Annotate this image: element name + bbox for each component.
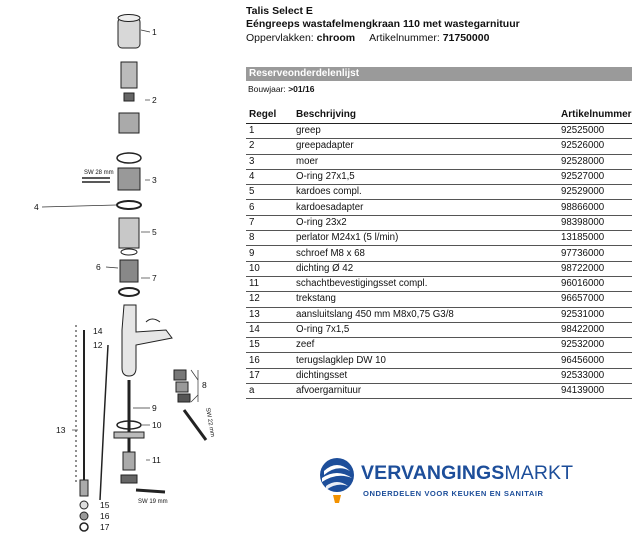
- cell-regel: 16: [246, 353, 293, 368]
- wrench-size-22: SW 22 mm: [204, 407, 216, 438]
- cell-beschrijving: moer: [293, 154, 558, 169]
- cell-regel: 7: [246, 215, 293, 230]
- cell-beschrijving: greep: [293, 124, 558, 139]
- table-row: [246, 307, 632, 322]
- cell-beschrijving: schachtbevestigingsset compl.: [293, 276, 558, 291]
- cell-artikelnummer: 97736000: [558, 246, 632, 261]
- cell-regel: 9: [246, 246, 293, 261]
- callout-16: 16: [100, 511, 110, 521]
- cell-beschrijving: zeef: [293, 338, 558, 353]
- cell-artikelnummer: 98866000: [558, 200, 632, 215]
- parts-list-title: Reserveonderdelenlijst: [246, 67, 632, 81]
- table-row: [246, 231, 632, 246]
- cell-artikelnummer: 98722000: [558, 261, 632, 276]
- brand-bold: VERVANGINGS: [361, 462, 505, 484]
- check-valve-part: [80, 512, 88, 520]
- cell-artikelnummer: 92526000: [558, 139, 632, 154]
- table-row: [246, 154, 632, 169]
- table-row: [246, 200, 632, 215]
- parts-table: [246, 106, 632, 399]
- cell-beschrijving: terugslagklep DW 10: [293, 353, 558, 368]
- cell-artikelnummer: 92532000: [558, 338, 632, 353]
- table-row: [246, 261, 632, 276]
- cell-regel: a: [246, 384, 293, 399]
- cell-artikelnummer: 98398000: [558, 215, 632, 230]
- cell-artikelnummer: 92531000: [558, 307, 632, 322]
- callout-5: 5: [152, 227, 157, 237]
- oring-part: [117, 201, 141, 209]
- cell-regel: 1: [246, 124, 293, 139]
- handle-part: [118, 18, 140, 48]
- nut-part: [118, 168, 140, 190]
- mounting-set-part: [114, 432, 144, 438]
- cell-regel: 12: [246, 292, 293, 307]
- faucet-body-part: [122, 305, 172, 376]
- callout-8: 8: [202, 380, 207, 390]
- cell-artikelnummer: 96016000: [558, 276, 632, 291]
- bouwjaar-label: Bouwjaar:: [248, 84, 286, 94]
- callout-11: 11: [152, 455, 161, 465]
- cell-artikelnummer: 96456000: [558, 353, 632, 368]
- seal-set-part: [80, 523, 88, 531]
- cell-artikelnummer: 92527000: [558, 169, 632, 184]
- cell-beschrijving: aansluitslang 450 mm M8x0,75 G3/8: [293, 307, 558, 322]
- cell-beschrijving: O-ring 27x1,5: [293, 169, 558, 184]
- pull-rod-part: [100, 345, 108, 500]
- callout-2: 2: [152, 95, 157, 105]
- callout-13: 13: [56, 425, 66, 435]
- table-row: [246, 246, 632, 261]
- table-row: [246, 139, 632, 154]
- cell-beschrijving: trekstang: [293, 292, 558, 307]
- grip-adapter-part: [121, 62, 137, 88]
- article-value: 71750000: [442, 32, 490, 44]
- cell-beschrijving: schroef M8 x 68: [293, 246, 558, 261]
- cell-beschrijving: kardoes compl.: [293, 185, 558, 200]
- strainer-part: [80, 501, 88, 509]
- parts-table-header: [246, 106, 632, 124]
- table-row: [246, 338, 632, 353]
- cell-regel: 5: [246, 185, 293, 200]
- product-description: Eéngreeps wastafelmengkraan 110 met wastegarnituur: [246, 18, 520, 30]
- col-regel: Regel: [246, 106, 293, 124]
- table-row: [246, 384, 632, 399]
- cell-regel: 15: [246, 338, 293, 353]
- cell-artikelnummer: 13185000: [558, 231, 632, 246]
- cell-artikelnummer: 92529000: [558, 185, 632, 200]
- cell-regel: 13: [246, 307, 293, 322]
- cell-regel: 2: [246, 139, 293, 154]
- table-row: [246, 353, 632, 368]
- cell-beschrijving: perlator M24x1 (5 l/min): [293, 231, 558, 246]
- cell-artikelnummer: 92528000: [558, 154, 632, 169]
- callout-12: 12: [93, 340, 103, 350]
- cell-regel: 11: [246, 276, 293, 291]
- bouwjaar: [248, 84, 314, 94]
- cell-regel: 4: [246, 169, 293, 184]
- cell-regel: 14: [246, 322, 293, 337]
- table-row: [246, 368, 632, 383]
- table-row: [246, 169, 632, 184]
- surface-label: Oppervlakken:: [246, 32, 314, 44]
- table-row: [246, 215, 632, 230]
- surface-value: chroom: [316, 32, 356, 44]
- table-row: [246, 292, 632, 307]
- brand-thin: MARKT: [504, 462, 574, 484]
- cell-artikelnummer: 94139000: [558, 384, 632, 399]
- wrench-size-28: SW 28 mm: [84, 170, 114, 176]
- cell-beschrijving: dichtingsset: [293, 368, 558, 383]
- callout-1: 1: [152, 27, 157, 37]
- cell-regel: 17: [246, 368, 293, 383]
- cell-beschrijving: O-ring 7x1,5: [293, 322, 558, 337]
- product-meta: [246, 31, 632, 45]
- cell-regel: 3: [246, 154, 293, 169]
- product-name: Talis Select E: [246, 5, 313, 17]
- callout-4: 4: [34, 202, 39, 212]
- exploded-parts-diagram: [0, 0, 240, 550]
- bouwjaar-value: >01/16: [288, 84, 315, 94]
- brand-name: [361, 462, 573, 485]
- cell-artikelnummer: 96657000: [558, 292, 632, 307]
- cell-beschrijving: kardoesadapter: [293, 200, 558, 215]
- brand-tagline: ONDERDELEN VOOR KEUKEN EN SANITAIR: [363, 489, 544, 498]
- table-row: [246, 124, 632, 139]
- article-label: Artikelnummer:: [369, 32, 440, 44]
- callout-6: 6: [96, 262, 101, 272]
- product-header: [246, 5, 632, 45]
- callout-3: 3: [152, 175, 157, 185]
- cell-regel: 8: [246, 231, 293, 246]
- callout-7: 7: [152, 273, 157, 283]
- logo-mark-icon: [320, 458, 354, 503]
- table-row: [246, 185, 632, 200]
- cell-regel: 6: [246, 200, 293, 215]
- cell-beschrijving: dichting Ø 42: [293, 261, 558, 276]
- cell-regel: 10: [246, 261, 293, 276]
- cell-beschrijving: O-ring 23x2: [293, 215, 558, 230]
- wrench-icon: [82, 178, 110, 182]
- aerator-part: [174, 370, 186, 380]
- cell-beschrijving: greepadapter: [293, 139, 558, 154]
- cell-artikelnummer: 98422000: [558, 322, 632, 337]
- callout-9: 9: [152, 403, 157, 413]
- table-row: [246, 322, 632, 337]
- cell-beschrijving: afvoergarnituur: [293, 384, 558, 399]
- wrench-size-19: SW 19 mm: [138, 499, 168, 505]
- callout-15: 15: [100, 500, 110, 510]
- cell-artikelnummer: 92525000: [558, 124, 632, 139]
- cartridge-part: [119, 218, 139, 248]
- callout-10: 10: [152, 420, 162, 430]
- cell-artikelnummer: 92533000: [558, 368, 632, 383]
- cartridge-adapter-part: [120, 260, 138, 282]
- col-artikelnummer: Artikelnummer: [558, 106, 632, 124]
- callout-17: 17: [100, 522, 110, 532]
- col-beschrijving: Beschrijving: [293, 106, 558, 124]
- table-row: [246, 276, 632, 291]
- callout-14: 14: [93, 326, 103, 336]
